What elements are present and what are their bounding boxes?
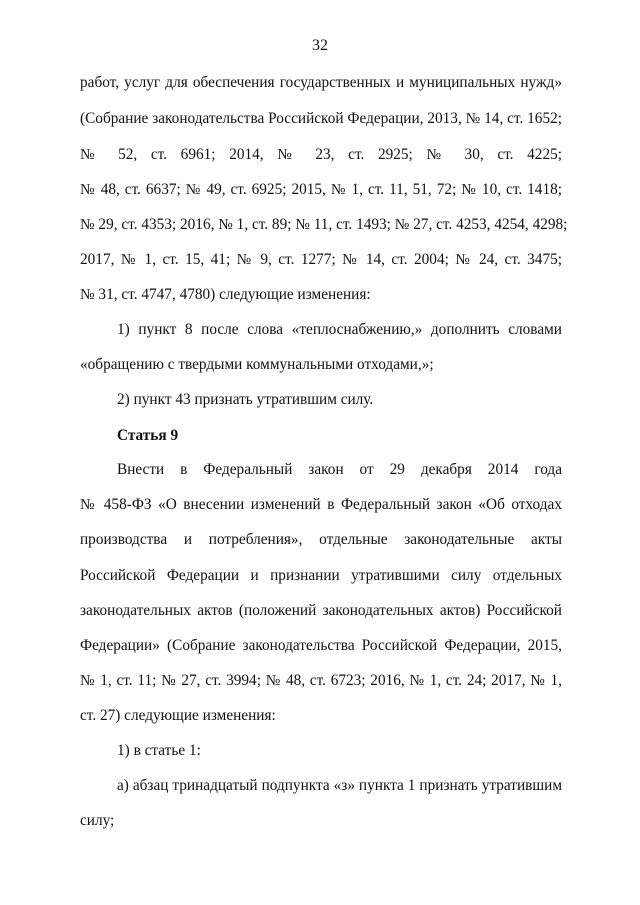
text-line: Российской Федерации и признании утратившими силу отдельных bbox=[80, 567, 562, 584]
text-line: № 48, ст. 6637; № 49, ст. 6925; 2015, № 1, ст. 11, 51, 72; № 10, ст. 1418; bbox=[80, 181, 562, 198]
text-line: № 31, ст. 4747, 4780) следующие изменения: bbox=[80, 286, 371, 303]
text-line: № 52, ст. 6961; 2014, № 23, ст. 2925; № 30, ст. 4225; bbox=[80, 146, 562, 163]
text-line: № 458-ФЗ «О внесении изменений в Федеральный закон «Об отходах bbox=[80, 496, 562, 513]
text-line: № 29, ст. 4353; 2016, № 1, ст. 89; № 11, ст. 1493; № 27, ст. 4253, 4254, 4298; bbox=[80, 216, 568, 233]
list-item-text: 1) в статье 1: bbox=[117, 742, 201, 759]
list-item-text: а) абзац тринадцатый подпункта «з» пункта 1 признать утратившим bbox=[117, 777, 562, 794]
text-line: № 1, ст. 11; № 27, ст. 3994; № 48, ст. 6723; 2016, № 1, ст. 24; 2017, № 1, bbox=[80, 672, 562, 689]
text-line: производства и потребления», отдельные законодательные акты bbox=[80, 531, 562, 548]
text-line: «обращению с твердыми коммунальными отходами,»; bbox=[80, 356, 434, 373]
text-line: Федерации» (Собрание законодательства Российской Федерации, 2015, bbox=[80, 637, 562, 654]
list-item-text: 1) пункт 8 после слова «теплоснабжению,» дополнить словами bbox=[117, 321, 562, 338]
page-number: 32 bbox=[312, 37, 328, 54]
list-item-text: 2) пункт 43 признать утратившим силу. bbox=[117, 391, 374, 408]
text-line: (Собрание законодательства Российской Федерации, 2013, № 14, ст. 1652; bbox=[80, 110, 562, 127]
text-line: работ, услуг для обеспечения государственных и муниципальных нужд» bbox=[80, 74, 562, 91]
article-heading: Статья 9 bbox=[117, 427, 179, 444]
text-line: силу; bbox=[80, 812, 115, 829]
text-line: ст. 27) следующие изменения: bbox=[80, 707, 276, 724]
text-line: 2017, № 1, ст. 15, 41; № 9, ст. 1277; № 14, ст. 2004; № 24, ст. 3475; bbox=[80, 251, 562, 268]
text-line: законодательных актов (положений законодательных актов) Российской bbox=[80, 602, 562, 619]
paragraph-line: Внести в Федеральный закон от 29 декабря 2014 года bbox=[117, 461, 562, 478]
